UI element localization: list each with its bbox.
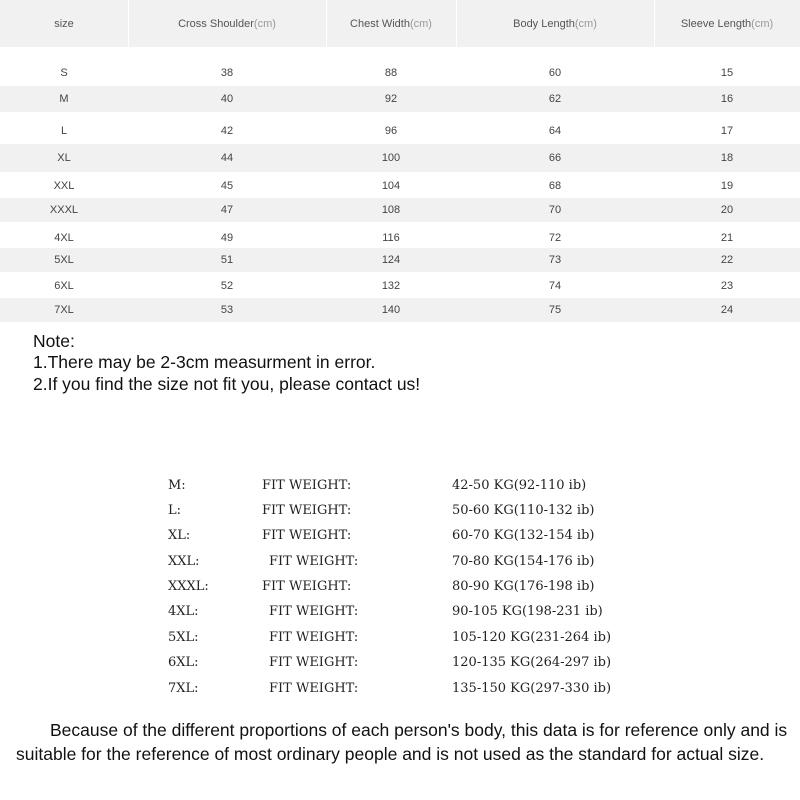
table-row xyxy=(0,298,800,322)
cell-cross-shoulder: 49 xyxy=(220,232,234,244)
cell-size: XL xyxy=(57,152,71,164)
weight-value: 120-135 KG(264-297 ib) xyxy=(452,655,612,670)
cell-sleeve-length: 19 xyxy=(720,180,734,192)
weight-row xyxy=(0,554,800,574)
note-line-1: 1.There may be 2-3cm measurment in error. xyxy=(33,352,376,372)
cell-size: 7XL xyxy=(54,304,74,316)
cell-sleeve-length: 17 xyxy=(720,125,734,137)
cell-sleeve-length: 16 xyxy=(720,93,734,105)
weight-value: 50-60 KG(110-132 ib) xyxy=(452,503,595,518)
cell-chest-width: 96 xyxy=(384,125,398,137)
cell-body-length: 64 xyxy=(548,125,562,137)
cell-cross-shoulder: 44 xyxy=(220,152,234,164)
cell-chest-width: 124 xyxy=(381,254,401,266)
weight-row xyxy=(0,503,800,523)
table-row xyxy=(0,60,800,86)
table-row xyxy=(0,174,800,198)
cell-body-length: 72 xyxy=(548,232,562,244)
header-chest-width: Chest Width (cm) xyxy=(350,17,432,30)
cell-size: XXL xyxy=(53,180,75,192)
cell-chest-width: 100 xyxy=(381,152,401,164)
weight-value: 70-80 KG(154-176 ib) xyxy=(452,554,595,569)
weight-row xyxy=(0,478,800,498)
cell-chest-width: 132 xyxy=(381,280,401,292)
weight-label: FIT WEIGHT: xyxy=(269,604,359,619)
cell-chest-width: 88 xyxy=(384,67,398,79)
weight-row xyxy=(0,604,800,624)
disclaimer-text: Because of the different proportions of each person's body, this data is for reference only and is suitable for the reference of most ordinary people and is not used as the standard for actual size. xyxy=(16,720,788,764)
cell-chest-width: 140 xyxy=(381,304,401,316)
weight-value: 60-70 KG(132-154 ib) xyxy=(452,528,595,543)
cell-size: S xyxy=(60,67,68,79)
weight-label: FIT WEIGHT: xyxy=(262,579,352,594)
cell-cross-shoulder: 52 xyxy=(220,280,234,292)
cell-cross-shoulder: 45 xyxy=(220,180,234,192)
weight-size: L: xyxy=(168,503,182,518)
weight-size: XXXL: xyxy=(168,579,209,594)
cell-size: 5XL xyxy=(54,254,74,266)
weight-size: 4XL: xyxy=(168,604,199,619)
weight-value: 90-105 KG(198-231 ib) xyxy=(452,604,603,619)
cell-body-length: 73 xyxy=(548,254,562,266)
header-size: size xyxy=(54,17,74,30)
cell-cross-shoulder: 51 xyxy=(220,254,234,266)
table-row xyxy=(0,226,800,250)
cell-body-length: 60 xyxy=(548,67,562,79)
table-row xyxy=(0,274,800,298)
weight-size: XXL: xyxy=(168,554,200,569)
table-row xyxy=(0,118,800,144)
weight-label: FIT WEIGHT: xyxy=(262,478,352,493)
weight-label: FIT WEIGHT: xyxy=(262,528,352,543)
weight-row xyxy=(0,528,800,548)
cell-sleeve-length: 21 xyxy=(720,232,734,244)
weight-row xyxy=(0,655,800,675)
cell-size: M xyxy=(59,93,69,105)
cell-body-length: 75 xyxy=(548,304,562,316)
cell-body-length: 74 xyxy=(548,280,562,292)
cell-size: L xyxy=(60,125,68,137)
weight-value: 135-150 KG(297-330 ib) xyxy=(452,681,612,696)
cell-size: XXXL xyxy=(49,204,79,216)
weight-row xyxy=(0,630,800,650)
header-cross-shoulder: Cross Shoulder (cm) xyxy=(178,17,276,30)
table-row xyxy=(0,198,800,222)
cell-sleeve-length: 23 xyxy=(720,280,734,292)
cell-body-length: 70 xyxy=(548,204,562,216)
weight-size: 6XL: xyxy=(168,655,199,670)
table-row xyxy=(0,144,800,172)
cell-body-length: 68 xyxy=(548,180,562,192)
header-sleeve-length: Sleeve Length (cm) xyxy=(680,17,774,30)
cell-chest-width: 104 xyxy=(381,180,401,192)
cell-chest-width: 92 xyxy=(384,93,398,105)
note-line-2: 2.If you find the size not fit you, please contact us! xyxy=(33,374,421,394)
cell-body-length: 62 xyxy=(548,93,562,105)
cell-sleeve-length: 18 xyxy=(720,152,734,164)
weight-size: M: xyxy=(168,478,186,493)
cell-sleeve-length: 15 xyxy=(720,67,734,79)
weight-value: 42-50 KG(92-110 ib) xyxy=(452,478,587,493)
table-row xyxy=(0,248,800,272)
weight-size: 5XL: xyxy=(168,630,199,645)
weight-label: FIT WEIGHT: xyxy=(262,503,352,518)
weight-row xyxy=(0,681,800,701)
cell-sleeve-length: 20 xyxy=(720,204,734,216)
cell-chest-width: 108 xyxy=(381,204,401,216)
weight-label: FIT WEIGHT: xyxy=(269,681,359,696)
cell-cross-shoulder: 42 xyxy=(220,125,234,137)
cell-cross-shoulder: 53 xyxy=(220,304,234,316)
cell-sleeve-length: 24 xyxy=(720,304,734,316)
cell-sleeve-length: 22 xyxy=(720,254,734,266)
weight-label: FIT WEIGHT: xyxy=(269,554,359,569)
weight-label: FIT WEIGHT: xyxy=(269,630,359,645)
cell-cross-shoulder: 38 xyxy=(220,67,234,79)
header-body-length: Body Length (cm) xyxy=(513,17,597,30)
weight-value: 80-90 KG(176-198 ib) xyxy=(452,579,595,594)
weight-size: XL: xyxy=(168,528,191,543)
cell-cross-shoulder: 40 xyxy=(220,93,234,105)
cell-chest-width: 116 xyxy=(382,232,400,244)
weight-value: 105-120 KG(231-264 ib) xyxy=(452,630,612,645)
note-title: Note: xyxy=(33,331,75,351)
cell-body-length: 66 xyxy=(548,152,562,164)
cell-size: 4XL xyxy=(54,232,74,244)
cell-size: 6XL xyxy=(54,280,74,292)
weight-size: 7XL: xyxy=(168,681,199,696)
table-row xyxy=(0,86,800,112)
weight-row xyxy=(0,579,800,599)
cell-cross-shoulder: 47 xyxy=(220,204,234,216)
weight-label: FIT WEIGHT: xyxy=(269,655,359,670)
size-table-header xyxy=(0,0,800,47)
